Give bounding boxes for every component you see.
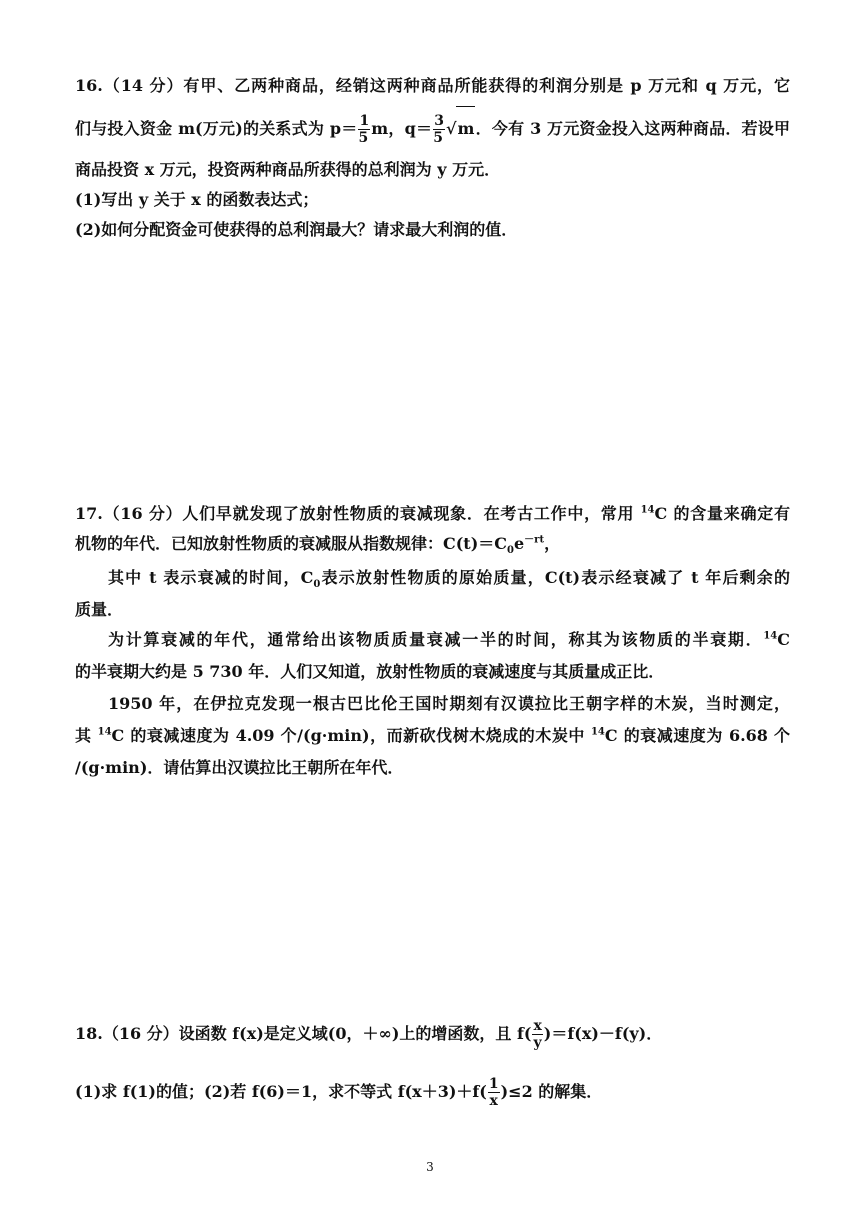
q16-part2: (2)如何分配资金可使获得的总利润最大？请求最大利润的值． <box>75 220 518 239</box>
q18-line1 <box>75 1012 790 1056</box>
isotope-superscript: 14 <box>590 726 605 738</box>
q17-line4: 质量． <box>75 600 124 619</box>
isotope-superscript: 14 <box>640 504 655 516</box>
q17-line3-text-a: 其中 t 表示衰减的时间，C <box>108 568 314 587</box>
q17-line5-text-a: 为计算衰减的年代，通常给出该物质质量衰减一半的时间，称其为该物质的半衰期． <box>108 630 764 649</box>
fraction-three-fifths <box>433 114 445 145</box>
q17-line7: 1950 年，在伊拉克发现一根古巴比伦王国时期刻有汉谟拉比王朝字样的木炭，当时测定， <box>108 694 790 713</box>
fraction-x-over-y <box>532 1019 542 1050</box>
page-number: 3 <box>426 1160 434 1174</box>
fraction-one-fifth <box>358 114 370 145</box>
fraction-numerator: 1 <box>359 113 370 129</box>
fraction-numerator: x <box>533 1018 542 1034</box>
q17-line2-text-a: 机物的年代．已知放射性物质的衰减服从指数规律：C(t)＝C <box>75 534 508 553</box>
isotope-superscript: 14 <box>763 630 778 642</box>
fraction-one-over-x <box>488 1077 500 1108</box>
q17-line5 <box>108 628 790 652</box>
q16-line2-text-a: 们与投入资金 m(万元)的关系式为 p＝ <box>75 119 358 138</box>
q18-line1-text-a: 18.（16 分）设函数 f(x)是定义域(0，＋∞)上的增函数，且 f( <box>75 1024 532 1043</box>
subscript-zero: 0 <box>313 579 321 591</box>
q17-line8-text-b: C 的衰减速度为 4.09 个/(g·min)，而新砍伐树木烧成的木炭中 <box>111 726 591 745</box>
fraction-numerator: 1 <box>488 1076 499 1092</box>
q17-line6: 的半衰期大约是 5 730 年．人们又知道，放射性物质的衰减速度与其质量成正比． <box>75 662 665 681</box>
q17-line8 <box>75 724 790 748</box>
q18-line2-text-b: )≤2 的解集． <box>500 1082 603 1101</box>
q17-line1-text-b: C 的含量来确定有 <box>654 504 790 523</box>
fraction-denominator: x <box>489 1093 498 1109</box>
q17-line3 <box>108 566 790 590</box>
fraction-denominator: y <box>533 1035 542 1051</box>
q16-line3: 商品投资 x 万元，投资两种商品所获得的总利润为 y 万元． <box>75 160 501 179</box>
q17-line9: /(g·min)．请估算出汉谟拉比王朝所在年代． <box>75 758 404 777</box>
q16-line2-text-c: ．今有 3 万元资金投入这两种商品．若设甲 <box>475 119 790 138</box>
q17-line8-text-c: C 的衰减速度为 6.68 个 <box>604 726 791 745</box>
q17-line2 <box>75 532 790 556</box>
sqrt-argument: m <box>456 106 475 151</box>
fraction-denominator: 5 <box>433 130 443 146</box>
q17-line2-text-c: ， <box>544 534 561 553</box>
q17-line3-text-b: 表示放射性物质的原始质量，C(t)表示经衰减了 t 年后剩余的 <box>320 568 790 587</box>
q16-line1: 16.（14 分）有甲、乙两种商品，经销这两种商品所能获得的利润分别是 p 万元和 q 万元，它 <box>75 76 790 95</box>
q18-line1-text-b: )＝f(x)－f(y)． <box>543 1024 663 1043</box>
q17-line8-text-a: 其 <box>75 726 98 745</box>
q17-line1 <box>75 502 790 526</box>
exponent: －rt <box>524 534 545 546</box>
q17-line2-text-b: e <box>513 534 525 553</box>
sqrt-sign: √ <box>445 119 457 138</box>
q17-line5-text-b: C <box>777 630 790 649</box>
q16-part1: (1)写出 y 关于 x 的函数表达式； <box>75 190 319 209</box>
q18-line2-text-a: (1)求 f(1)的值；(2)若 f(6)＝1，求不等式 f(x＋3)＋f( <box>75 1082 487 1101</box>
isotope-superscript: 14 <box>97 726 112 738</box>
fraction-numerator: 3 <box>434 113 444 129</box>
fraction-denominator: 5 <box>358 130 369 146</box>
q16-line2-text-b: m，q＝ <box>371 119 433 138</box>
subscript-zero: 0 <box>507 545 514 557</box>
q17-line1-text-a: 17.（16 分）人们早就发现了放射性物质的衰减现象．在考古工作中，常用 <box>75 504 641 523</box>
q16-line2 <box>75 106 790 150</box>
q18-line2 <box>75 1070 790 1114</box>
